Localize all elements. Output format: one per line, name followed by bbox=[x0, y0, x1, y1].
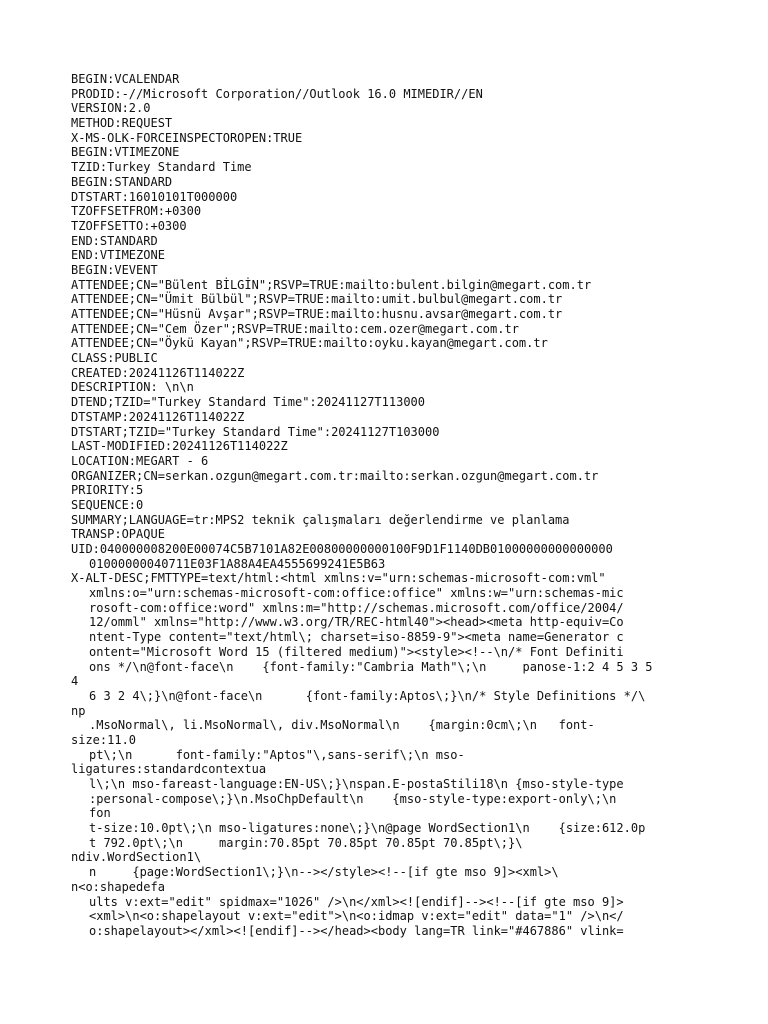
text-line: METHOD:REQUEST bbox=[71, 116, 173, 131]
text-line-continuation: .MsoNormal\, li.MsoNormal\, div.MsoNormal\n {margin:0cm\;\n font- bbox=[89, 718, 595, 733]
text-line: END:VTIMEZONE bbox=[71, 248, 165, 263]
text-line-continuation: rosoft-com:office:word" xmlns:m="http://schemas.microsoft.com/office/2004/ bbox=[89, 600, 624, 615]
text-line: BEGIN:VTIMEZONE bbox=[71, 145, 180, 160]
text-line: X-MS-OLK-FORCEINSPECTOROPEN:TRUE bbox=[71, 130, 303, 145]
text-line: ndiv.WordSection1\ bbox=[71, 850, 202, 865]
text-line-continuation: pt\;\n font-family:"Aptos"\,sans-serif\;\n mso- bbox=[89, 747, 465, 762]
text-line: TZOFFSETTO:+0300 bbox=[71, 218, 187, 233]
text-line: ATTENDEE;CN="Cem Özer";RSVP=TRUE:mailto:cem.ozer@megart.com.tr bbox=[71, 321, 519, 336]
text-line: LAST-MODIFIED:20241126T114022Z bbox=[71, 439, 288, 454]
text-line-continuation: 6 3 2 4\;}\n@font-face\n {font-family:Aptos\;}\n/* Style Definitions */\ bbox=[89, 688, 646, 703]
text-line-continuation: ons */\n@font-face\n {font-family:"Cambria Math"\;\n panose-1:2 4 5 3 5 bbox=[89, 659, 653, 674]
text-line: PRODID:-//Microsoft Corporation//Outlook 16.0 MIMEDIR//EN bbox=[71, 86, 483, 101]
text-line: SEQUENCE:0 bbox=[71, 497, 144, 512]
text-line: ligatures:standardcontextua bbox=[71, 762, 267, 777]
text-line-continuation: <xml>\n<o:shapelayout v:ext="edit">\n<o:idmap v:ext="edit" data="1" />\n</ bbox=[89, 909, 624, 924]
text-line-continuation: ults v:ext="edit" spidmax="1026" />\n</xml><![endif]--><!--[if gte mso 9]> bbox=[89, 894, 624, 909]
text-line: ORGANIZER;CN=serkan.ozgun@megart.com.tr:mailto:serkan.ozgun@megart.com.tr bbox=[71, 468, 599, 483]
text-line-continuation: t-size:10.0pt\;\n mso-ligatures:none\;}\n@page WordSection1\n {size:612.0p bbox=[89, 821, 646, 836]
text-line-continuation: 12/omml" xmlns="http://www.w3.org/TR/REC-html40"><head><meta http-equiv=Co bbox=[89, 615, 624, 630]
text-line: DTSTART:16010101T000000 bbox=[71, 189, 238, 204]
text-line: UID:040000008200E00074C5B7101A82E00800000000100F9D1F1140DB01000000000000000 bbox=[71, 542, 613, 556]
text-line: np bbox=[71, 703, 86, 718]
text-line: PRIORITY:5 bbox=[71, 483, 144, 498]
text-line-continuation: t 792.0pt\;\n margin:70.85pt 70.85pt 70.85pt 70.85pt\;}\ bbox=[89, 835, 523, 850]
text-line: BEGIN:VCALENDAR bbox=[71, 72, 180, 86]
text-line-continuation: o:shapelayout></xml><![endif]--></head><body lang=TR link="#467886" vlink= bbox=[89, 923, 624, 938]
text-line: TZOFFSETFROM:+0300 bbox=[71, 204, 202, 219]
text-line: END:STANDARD bbox=[71, 233, 158, 248]
text-line-continuation: :personal-compose\;}\n.MsoChpDefault\n {mso-style-type:export-only\;\n bbox=[89, 791, 617, 806]
text-line: DESCRIPTION: \n\n bbox=[71, 380, 194, 395]
text-line: TRANSP:OPAQUE bbox=[71, 527, 165, 542]
calendar-text-block bbox=[71, 72, 711, 939]
text-line: BEGIN:STANDARD bbox=[71, 174, 173, 189]
text-line-continuation: ontent="Microsoft Word 15 (filtered medium)"><style><!--\n/* Font Definiti bbox=[89, 644, 624, 659]
text-line: n<o:shapedefa bbox=[71, 879, 165, 894]
text-line: CLASS:PUBLIC bbox=[71, 351, 158, 366]
text-line: CREATED:20241126T114022Z bbox=[71, 365, 245, 380]
text-line: SUMMARY;LANGUAGE=tr:MPS2 teknik çalışmaları değerlendirme ve planlama bbox=[71, 512, 570, 527]
text-line: DTSTART;TZID="Turkey Standard Time":20241127T103000 bbox=[71, 424, 440, 439]
text-line-continuation: fon bbox=[89, 806, 111, 821]
text-line: TZID:Turkey Standard Time bbox=[71, 160, 252, 175]
text-line-continuation: ntent-Type content="text/html\; charset=iso-8859-9"><meta name=Generator c bbox=[89, 630, 624, 645]
text-line: ATTENDEE;CN="Ümit Bülbül";RSVP=TRUE:mailto:umit.bulbul@megart.com.tr bbox=[71, 292, 563, 307]
text-line: VERSION:2.0 bbox=[71, 101, 151, 116]
text-line: BEGIN:VEVENT bbox=[71, 262, 158, 277]
text-line: DTSTAMP:20241126T114022Z bbox=[71, 409, 245, 424]
text-line-continuation: xmlns:o="urn:schemas-microsoft-com:office:office" xmlns:w="urn:schemas-mic bbox=[89, 586, 624, 601]
text-line: LOCATION:MEGART - 6 bbox=[71, 453, 209, 468]
text-line: 4 bbox=[71, 674, 79, 689]
text-line: DTEND;TZID="Turkey Standard Time":20241127T113000 bbox=[71, 395, 426, 410]
text-line: ATTENDEE;CN="Öykü Kayan";RSVP=TRUE:mailto:oyku.kayan@megart.com.tr bbox=[71, 336, 548, 351]
text-line: size:11.0 bbox=[71, 732, 137, 747]
text-line-continuation: l\;\n mso-fareast-language:EN-US\;}\nspan.E-postaStili18\n {mso-style-type bbox=[89, 777, 624, 791]
text-line: ATTENDEE;CN="Bülent BİLGİN";RSVP=TRUE:mailto:bulent.bilgin@megart.com.tr bbox=[71, 277, 592, 292]
text-line: X-ALT-DESC;FMTTYPE=text/html:<html xmlns:v="urn:schemas-microsoft-com:vml" bbox=[71, 571, 606, 586]
text-line: ATTENDEE;CN="Hüsnü Avşar";RSVP=TRUE:mailto:husnu.avsar@megart.com.tr bbox=[71, 307, 563, 321]
text-line-continuation: 01000000040711E03F1A88A4EA4555699241E5B63 bbox=[89, 556, 386, 571]
text-line-continuation: n {page:WordSection1\;}\n--></style><!--[if gte mso 9]><xml>\ bbox=[89, 865, 559, 880]
